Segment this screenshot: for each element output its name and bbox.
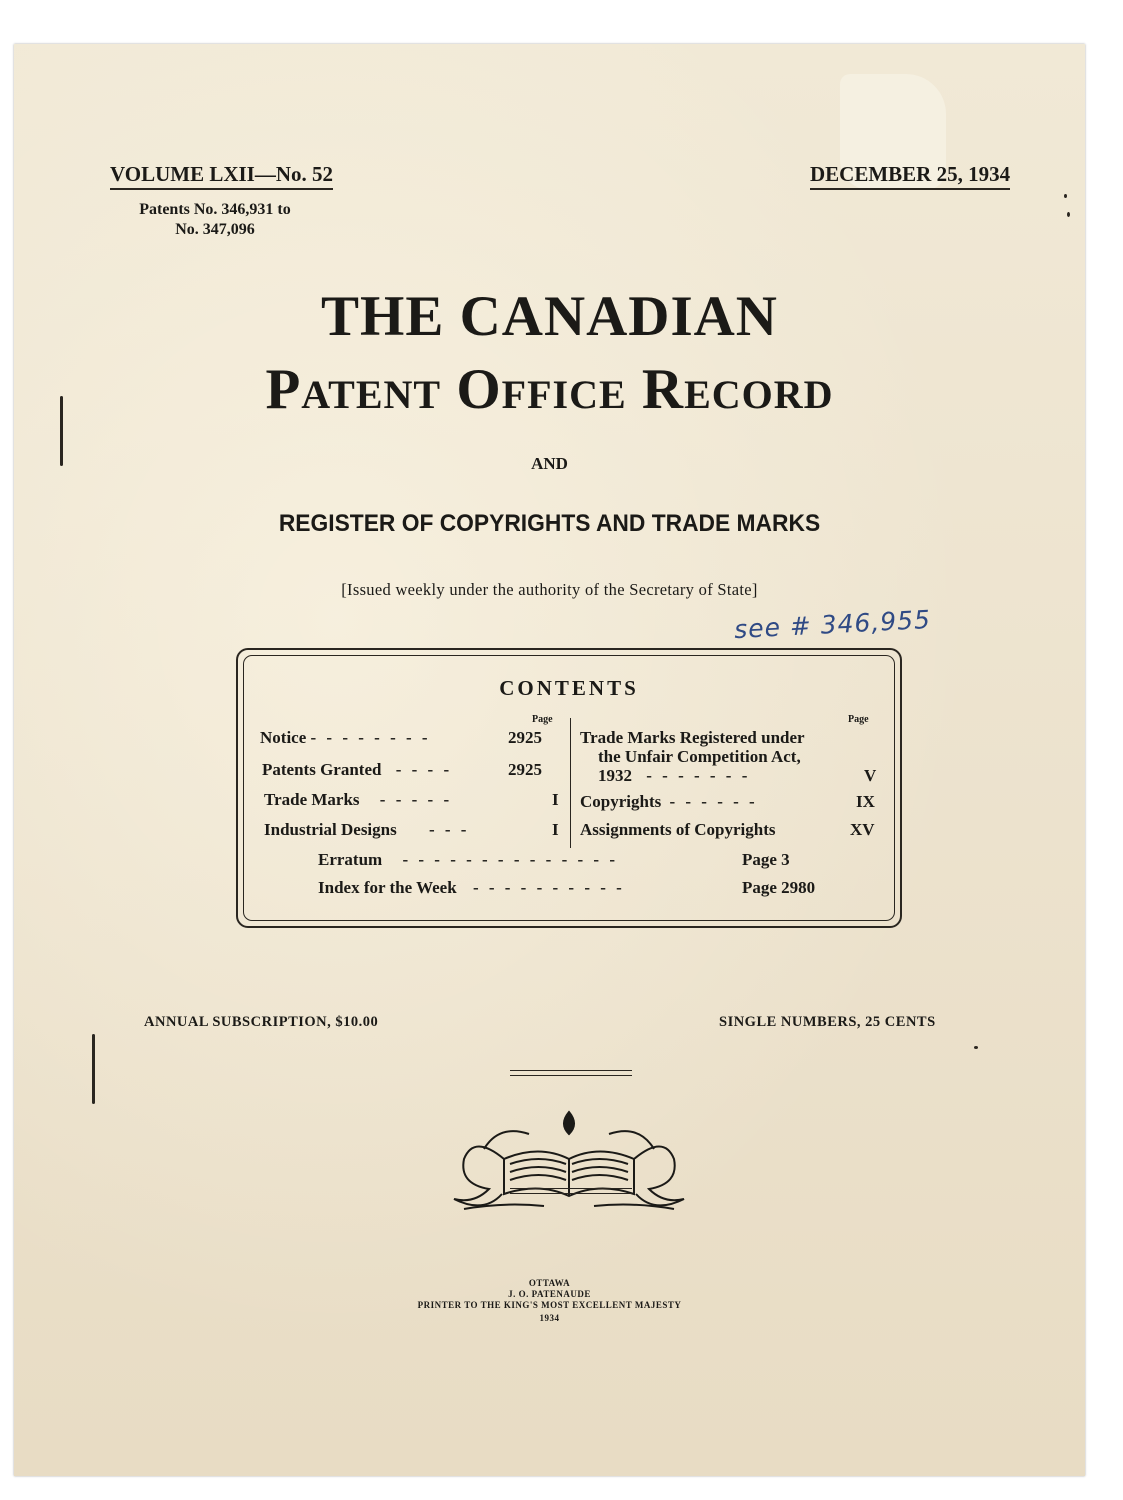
entry-page: 2925	[508, 760, 542, 779]
entry-page: IX	[856, 792, 875, 811]
issue-date: DECEMBER 25, 1934	[810, 162, 1010, 190]
page-label-right: Page	[848, 714, 869, 725]
patent-range	[110, 200, 320, 240]
leader-dashes: - - - - -	[379, 790, 453, 809]
entry-label-line1: Trade Marks Registered under	[580, 728, 805, 747]
paper-speck	[1064, 194, 1067, 198]
leader-dashes: - - - - - - -	[646, 766, 751, 785]
entry-label-line2: the Unfair Competition Act,	[598, 747, 801, 766]
annual-subscription: ANNUAL SUBSCRIPTION, $10.00	[144, 1014, 379, 1030]
leader-dashes: - - - - - - - - - - - - - -	[402, 850, 618, 869]
entry-label: Patents Granted	[262, 760, 382, 779]
handwritten-note: see # 346,955	[733, 604, 932, 645]
contents-entry-unfair-competition	[580, 728, 805, 785]
entry-label: Industrial Designs	[264, 820, 397, 839]
entry-page: V	[864, 766, 877, 785]
entry-label: Index for the Week	[318, 878, 457, 897]
issued-note: [Issued weekly under the authority of the Secretary of State]	[341, 580, 758, 599]
contents-box	[236, 648, 902, 928]
patent-range-line1: Patents No. 346,931 to	[139, 201, 291, 218]
contents-heading: CONTENTS	[499, 676, 639, 700]
entry-label: Notice	[260, 728, 307, 747]
column-divider	[570, 718, 571, 848]
entry-label: Erratum	[318, 850, 383, 869]
title-line-2: Patent Office Record	[265, 358, 834, 421]
entry-page: Page 3	[742, 850, 790, 869]
contents-entry-notice	[260, 728, 431, 748]
contents-entry-trade-marks	[264, 790, 452, 810]
entry-label-line3: 1932 - - - - - - -	[598, 766, 751, 785]
page-label-left: Page	[532, 714, 553, 725]
leader-dashes: - - - -	[395, 760, 453, 779]
ornament-rule-bottom	[510, 1193, 632, 1194]
open-book-ornament	[444, 1104, 694, 1216]
entry-page: I	[552, 820, 559, 839]
imprint-printer: J. O. PATENAUDE	[508, 1289, 591, 1299]
single-numbers-price: SINGLE NUMBERS, 25 CENTS	[719, 1014, 936, 1030]
title-and: AND	[531, 454, 568, 473]
leader-dashes: - - -	[428, 820, 470, 839]
ornament-rule-top	[510, 1075, 632, 1076]
contents-entry-assignments: Assignments of Copyrights	[580, 820, 776, 839]
leader-dashes: - - - - - - - - - -	[472, 878, 625, 897]
subtitle-register: REGISTER OF COPYRIGHTS AND TRADE MARKS	[278, 510, 821, 537]
imprint-city: OTTAWA	[528, 1278, 571, 1288]
entry-page: 2925	[508, 728, 542, 747]
paper-speck	[1067, 212, 1070, 217]
title-line-1: THE CANADIAN	[321, 285, 778, 348]
contents-entry-copyrights	[580, 792, 758, 812]
contents-entry-industrial-designs	[264, 820, 469, 840]
document-page	[14, 44, 1085, 1476]
patent-range-line2: No. 347,096	[175, 221, 255, 238]
contents-entry-patents-granted	[262, 760, 452, 780]
entry-label: Copyrights	[580, 792, 662, 811]
leader-dashes: - - - - - - - -	[310, 728, 431, 747]
entry-page: Page 2980	[742, 878, 816, 897]
ornament-rule-bottom	[510, 1188, 632, 1189]
staple-bottom	[92, 1034, 95, 1104]
entry-page: XV	[850, 820, 875, 839]
paper-speck	[974, 1046, 978, 1049]
contents-entry-erratum	[318, 850, 618, 870]
ornament-rule-top	[510, 1070, 632, 1071]
leader-dashes: - - - - - -	[669, 792, 758, 811]
imprint-year: 1934	[539, 1313, 560, 1323]
imprint-title: PRINTER TO THE KING'S MOST EXCELLENT MAJESTY	[417, 1300, 682, 1310]
entry-page: I	[552, 790, 559, 809]
contents-entry-index	[318, 878, 625, 898]
entry-label: Trade Marks	[264, 790, 360, 809]
volume-number: VOLUME LXII—No. 52	[110, 162, 333, 190]
